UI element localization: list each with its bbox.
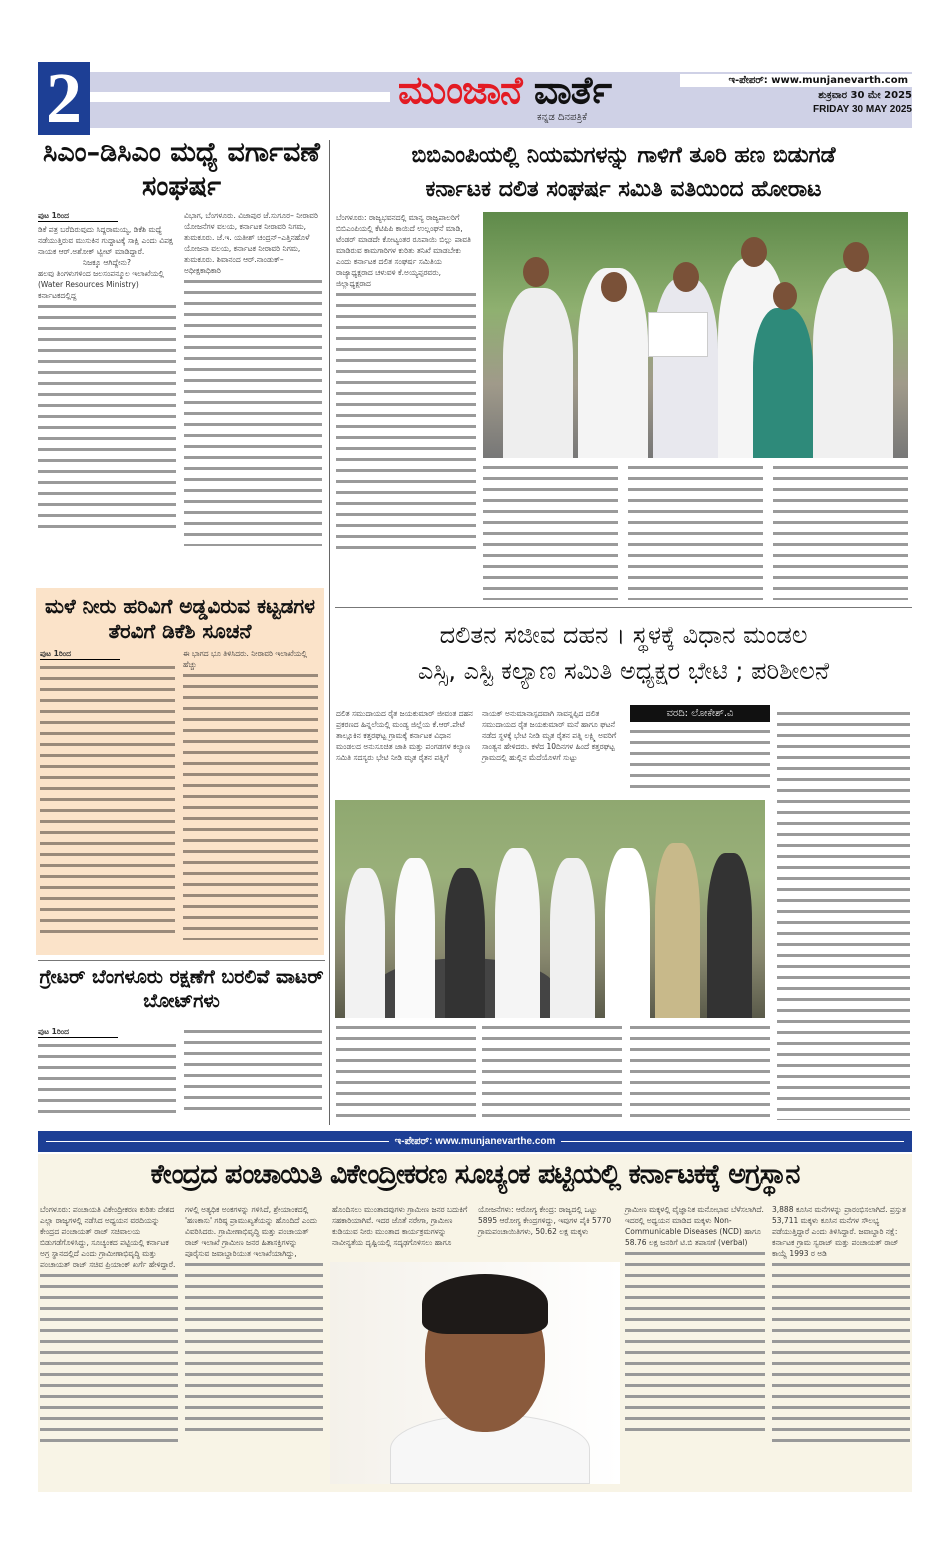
minister-portrait bbox=[330, 1262, 620, 1484]
article-text-lines bbox=[40, 1270, 178, 1450]
article-panchayat-col1 bbox=[40, 1204, 178, 1450]
article-text-lines bbox=[185, 1259, 323, 1439]
masthead-stripe bbox=[90, 92, 390, 102]
memorandum-paper bbox=[648, 312, 708, 357]
epaper-link[interactable]: ಇ-ಪೇಪರ್: www.munjanevarth.com bbox=[680, 74, 912, 87]
article-dalit-col1: ದಲಿತ ಸಮುದಾಯದ ರೈತ ಜಯಕುಮಾರ್ ಜೀವಂತ ದಹನ ಪ್ರಕರಣದ ಹಿನ್ನಲೆಯಲ್ಲಿ ಮಂಡ್ಯ ಜಿಲ್ಲೆಯ ಕೆ.ಆರ್.ಪೇಟೆ ತಾಲ್ಲೂಕಿನ ಕತ್ತರಘಟ್ಟ ಗ್ರಾಮಕ್ಕೆ ಕರ್ನಾಟಕ ವಿಧಾನ ಮಂಡಲದ ಅನುಸೂಚಿತ ಜಾತಿ ಮತ್ತು ಪಂಗಡಗಳ ಕಲ್ಯಾಣ ಸಮಿತಿ ಸದಸ್ಯರು ಭೇಟಿ ನೀಡಿ ಮೃತ ರೈತನ ಪತ್ನಿಗೆ bbox=[336, 709, 473, 762]
article-text: ಡಿಕೆ ಪತ್ರ ಬರೆದಿರುವುದು ಸಿದ್ದರಾಮಯ್ಯ, ಡಿಕೆಶಿ ಮಧ್ಯೆ ನಡೆಯುತ್ತಿರುವ ಮುಸುಕಿನ ಗುದ್ದಾಟಕ್ಕೆ ಸಾಕ್ಷಿ ಎಂದು ವಿಪಕ್ಷ ನಾಯಕ ಆರ್.ಅಶೋಕ್ ಟ್ವೀಟ್ ಮಾಡಿದ್ದಾರೆ. bbox=[38, 225, 173, 256]
article-text: 3,888 ಕೂಸಿನ ಮನೆಗಳನ್ನು ಪ್ರಾರಂಭಿಸಲಾಗಿದೆ. ಪ್ರಸ್ತುತ 53,711 ಮಕ್ಕಳು ಕೂಸಿನ ಮನೆಗಳ ಸೌಲಭ್ಯ ಪಡೆಯುತ್ತಿದ್ದಾರೆ ಎಂದು ತಿಳಿಸಿದ್ದಾರೆ. ಜವಾಬ್ದಾರಿ ನಕ್ಷೆ: ಕರ್ನಾಟಕ ಗ್ರಾಮ ಸ್ವರಾಜ್ ಮತ್ತು ಪಂಚಾಯತ್ ರಾಜ್ ಕಾಯ್ದೆ 1993 ರ ಅಡಿ bbox=[772, 1205, 906, 1258]
article-panchayat-col4: ಯೋಜನೆಗಳು: ಆರೋಗ್ಯ ಕೇಂದ್ರ: ರಾಜ್ಯದಲ್ಲಿ ಒಟ್ಟು 5895 ಆರೋಗ್ಯ ಕೇಂದ್ರಗಳಿದ್ದು, ಇವುಗಳ ಪೈಕಿ 5770 ಗ್ರಾಮಪಂಚಾಯಿತಿಗಳು, 50.62 ಲಕ್ಷ ಮಕ್ಕಳು bbox=[478, 1205, 612, 1236]
headline-bbmp-line2: ಕರ್ನಾಟಕ ದಲಿತ ಸಂಘರ್ಷ ಸಮಿತಿ ವತಿಯಿಂದ ಹೋರಾಟ bbox=[425, 177, 822, 202]
article-text: ಬೆಂಗಳೂರು: ಪಂಚಾಯತಿ ವಿಕೇಂದ್ರೀಕರಣ ಕುರಿತು ದೇಶದ ಎಲ್ಲಾ ರಾಜ್ಯಗಳಲ್ಲಿ ನಡೆಸಿದ ಅಧ್ಯಯನ ವರದಿಯನ್ನು ಕೇಂದ್ರದ ಪಂಚಾಯತ್ ರಾಜ್ ಸಚಿವಾಲಯ ಬಿಡುಗಡೆಗೊಳಿಸಿದ್ದು, ಸೂಚ್ಯಂಕದ ಪಟ್ಟಿಯಲ್ಲಿ ಕರ್ನಾಟಕ ಅಗ್ರ ಸ್ಥಾನದಲ್ಲಿದೆ ಎಂದು ಗ್ರಾಮೀಣಾಭಿವೃದ್ಧಿ ಮತ್ತು ಪಂಚಾಯತ್ ರಾಜ್ ಸಚಿವ ಪ್ರಿಯಾಂಕ್ ಖರ್ಗೆ ಹೇಳಿದ್ದಾರೆ. bbox=[40, 1205, 176, 1269]
article-text-lines bbox=[38, 301, 176, 531]
continued-label: ಪುಟ 1ರಿಂದ bbox=[38, 1026, 118, 1038]
page-number: 2 bbox=[38, 62, 90, 135]
article-text: ಗಳಲ್ಲಿ ಅತ್ಯಧಿಕ ಅಂಕಗಳನ್ನು ಗಳಿಸಿದೆ, ಶ್ರೇಯಾಂಕದಲ್ಲಿ 'ಹಣಕಾಸು' ಗರಿಷ್ಠ ಪ್ರಾಮುಖ್ಯತೆಯನ್ನು ಹೊಂದಿದೆ ಎಂದು ವಿವರಿಸಿದರು. ಗ್ರಾಮೀಣಾಭಿವೃದ್ಧಿ ಮತ್ತು ಪಂಚಾಯತ್ ರಾಜ್ ಇಲಾಖೆ ಗ್ರಾಮೀಣ ಜನರ ಹಿತಾಸಕ್ತಿಗಳನ್ನು ಪೂರೈಸುವ ಜವಾಬ್ದಾರಿಯುತ ಇಲಾಖೆಯಾಗಿದ್ದು, bbox=[185, 1205, 318, 1258]
article-bbmp-col1 bbox=[336, 212, 476, 551]
article-panchayat-col5 bbox=[625, 1204, 765, 1438]
article-dalit-col3 bbox=[630, 726, 770, 796]
headline-cm-dcm: ಸಿಎಂ–ಡಿಸಿಎಂ ಮಧ್ಯೆ ವರ್ಗಾವಣೆ ಸಂಘರ್ಷ bbox=[43, 137, 320, 202]
rain-article-box bbox=[36, 588, 324, 955]
masthead-part2: ವಾರ್ತೆ bbox=[533, 68, 612, 112]
tagline: ಕನ್ನಡ ದಿನಪತ್ರಿಕೆ bbox=[537, 112, 588, 123]
article-text-lines bbox=[625, 1248, 765, 1438]
article-text-lines bbox=[336, 289, 476, 551]
continued-label: ಪುಟ 1ರಿಂದ bbox=[40, 648, 120, 660]
date-english: FRIDAY 30 MAY 2025 bbox=[813, 104, 912, 115]
continued-label: ಪುಟ 1ರಿಂದ bbox=[38, 210, 118, 222]
headline-rain: ಮಳೆ ನೀರು ಹರಿವಿಗೆ ಅಡ್ಡವಿರುವ ಕಟ್ಟಡಗಳ ತೆರವಿಗೆ ಡಿಕೆಶಿ ಸೂಚನೆ bbox=[44, 594, 316, 643]
article-panchayat-col3: ಹೊಂದಿಸಲು ಮುಂತಾದವುಗಳು ಗ್ರಾಮೀಣ ಜನರ ಬದುಕಿಗೆ ಸಹಕಾರಿಯಾಗಿವೆ. ಇದರ ಜೊತೆ ನರೇಗಾ, ಗ್ರಾಮೀಣ ಕುಡಿಯುವ ನೀರು ಮುಂತಾದ ಕಾರ್ಯಕ್ರಮಗಳನ್ನು ನಾವೀನ್ಯತೆಯ ದೃಷ್ಟಿಯಲ್ಲಿ ಸದೃಢಗೊಳಿಸಲು ಹಾಗೂ bbox=[332, 1205, 468, 1247]
article-bbmp-col2 bbox=[483, 462, 618, 600]
article-text-lines bbox=[40, 662, 175, 937]
divider bbox=[335, 607, 912, 608]
article-text-lines bbox=[183, 670, 318, 940]
article-dalit-col5 bbox=[336, 1022, 476, 1120]
protest-photo bbox=[483, 212, 908, 458]
article-dalit-col2: ನಾಯಕ್ ಅನುಮಾನಾಸ್ಪದವಾಗಿ ಸಾವನ್ನಪ್ಪಿದ ದಲಿತ ಸಮುದಾಯದ ರೈತ ಜಯಕುಮಾರ್ ಮನೆ ಹಾಗೂ ಘಟನೆ ನಡೆದ ಸ್ಥಳಕ್ಕೆ ಭೇಟಿ ನೀಡಿ ಮೃತ ರೈತನ ಪತ್ನಿ ಲಕ್ಷ್ಮಿ ಅವರಿಗೆ ಸಾಂತ್ವನ ಹೇಳಿದರು. ಕಳೆದ 10ದಿನಗಳ ಹಿಂದೆ ಕತ್ತರಘಟ್ಟ ಗ್ರಾಮದಲ್ಲಿ ಹುಲ್ಲಿನ ಮೆದೆಯೊಳಗೆ ಸುಟ್ಟು bbox=[482, 709, 617, 762]
site-visit-photo bbox=[335, 800, 765, 1018]
article-text-lines bbox=[184, 276, 322, 546]
article-text-lines bbox=[772, 1259, 910, 1449]
article-dalit-col6 bbox=[482, 1022, 622, 1120]
article-bbmp-col4 bbox=[773, 462, 908, 600]
article-text: ಹಲವು ತಿಂಗಳುಗಳಿಂದ ಜಲಸಂಪನ್ಮೂಲ ಇಲಾಖೆಯಲ್ಲಿ (Water Resources Ministry) ಕರ್ನಾಟಕದಲ್ಲಿದ್ದ bbox=[38, 269, 164, 300]
masthead-logo bbox=[398, 68, 611, 113]
article-dalit-col7 bbox=[630, 1022, 770, 1120]
article-text-lines bbox=[38, 1040, 176, 1120]
article-text: ಬೆಂಗಳೂರು: ರಾಜ್ಯಭವನದಲ್ಲಿ ಮಾನ್ಯ ರಾಜ್ಯಪಾಲರಿಗೆ ಬಿಬಿಎಂಪಿಯಲ್ಲಿ ಕೆಟಿಪಿಪಿ ಕಾಯಿದೆ ಉಲ್ಲಂಘನೆ ಮಾಡಿ, ಟೆಂಡರ್ ಮಾಡದೇ ಕೋಟ್ಯಂತರ ರೂಪಾಯಿ ಬಿಲ್ಲು ಪಾವತಿ ಮಾಡಿರುವ ಕಾಮಗಾರಿಗಳ ಕುರಿತು ತನಿಖೆ ಮಾಡಬೇಕು ಎಂದು ಕರ್ನಾಟಕ ದಲಿತ ಸಂಘರ್ಷ ಸಮಿತಿಯ ರಾಜ್ಯಾಧ್ಯಕ್ಷರಾದ ಚಳುವಳಿ ಕೆ.ಅಯ್ಯಪ್ಪರವರು, ಜಿಲ್ಲಾಧ್ಯಕ್ಷರಾದ bbox=[336, 213, 471, 288]
epaper-strip-link[interactable]: ಇ-ಪೇಪರ್: www.munjanevarthe.com bbox=[394, 1136, 556, 1147]
date-kannada: ಶುಕ್ರವಾರ 30 ಮೇ 2025 bbox=[818, 90, 912, 101]
article-cm-dcm-col2 bbox=[184, 210, 322, 578]
article-text: ವಿಭಾಗ, ಬೆಂಗಳೂರು. ವಿಜಾಪುರ ಜೆ.ಸುಗೂರ– ನೀರಾವರಿ ಯೋಜನೆಗಳ ವಲಯ, ಕರ್ನಾಟಕ ನೀರಾವರಿ ನಿಗಮ, ತುಮಕೂರು. ಜೆ.ಇ. ಯತೀಶ್ ಚಂದ್ರನ್–ಎತ್ತಿನಹೊಳೆ ಯೋಜನಾ ವಲಯ, ಕರ್ನಾಟಕ ನೀರಾವರಿ ನಿಗಮ, ತುಮಕೂರು. ಶಿವಾನಂದ ಆರ್.ನಾಂಡುಕ್– ಅಧೀಕ್ಷಕಾಧಿಕಾರಿ bbox=[184, 211, 318, 275]
article-cm-dcm-col1 bbox=[38, 210, 176, 578]
headline-bbmp-line1: ಬಿಬಿಎಂಪಿಯಲ್ಲಿ ನಿಯಮಗಳನ್ನು ಗಾಳಿಗೆ ತೂರಿ ಹಣ ಬಿಡುಗಡೆ bbox=[411, 143, 836, 168]
article-dalit-col4 bbox=[777, 708, 910, 1120]
article-panchayat-col6 bbox=[772, 1204, 910, 1449]
headline-water-boats: ಗ್ರೇಟರ್ ಬೆಂಗಳೂರು ರಕ್ಷಣೆಗೆ ಬರಲಿವೆ ವಾಟರ್ ಬೋಟ್‌ಗಳು bbox=[39, 966, 324, 1012]
byline: ವರದಿ: ಲೋಕೇಶ್.ವಿ bbox=[630, 705, 770, 722]
headline-panchayat: ಕೇಂದ್ರದ ಪಂಚಾಯಿತಿ ವಿಕೇಂದ್ರೀಕರಣ ಸೂಚ್ಯಂಕ ಪಟ್ಟಿಯಲ್ಲಿ ಕರ್ನಾಟಕಕ್ಕೆ ಅಗ್ರಸ್ಥಾನ bbox=[150, 1159, 800, 1190]
article-bbmp-col3 bbox=[628, 462, 763, 600]
headline-dalit-line1: ದಲಿತನ ಸಜೀವ ದಹನ । ಸ್ಥಳಕ್ಕೆ ವಿಧಾನ ಮಂಡಲ bbox=[439, 621, 808, 649]
epaper-strip bbox=[38, 1131, 912, 1152]
masthead-part1: ಮುಂಜಾನೆ bbox=[398, 68, 522, 112]
column-divider bbox=[329, 140, 330, 1125]
article-water-boats-col1 bbox=[38, 1026, 176, 1120]
article-water-boats-col2 bbox=[184, 1026, 322, 1118]
divider bbox=[38, 960, 325, 961]
article-panchayat-col2 bbox=[185, 1204, 323, 1439]
subhead: ನಿಜಕ್ಕೂ ಆಗಿದ್ದೇನು? bbox=[82, 258, 132, 267]
article-text: ಗ್ರಾಮೀಣ ಮಕ್ಕಳಲ್ಲಿ ವೈಜ್ಞಾನಿಕ ಮನೋಭಾವ ಬೆಳೆಸಲಾಗಿದೆ. ಇದರಲ್ಲಿ ಅಧ್ಯಯನ ಮಾಡಿದ ಮಕ್ಕಳು Non-Communicable Diseases (NCD) ಹಾಗೂ 58.76 ಲಕ್ಷ ಜನರಿಗೆ ಟಿ.ಬಿ ತಪಾಸಣೆ (verbal) bbox=[625, 1205, 764, 1247]
headline-dalit-line2: ಎಸ್ಸಿ, ಎಸ್ಟಿ ಕಲ್ಯಾಣ ಸಮಿತಿ ಅಧ್ಯಕ್ಷರ ಭೇಟಿ ; ಪರಿಶೀಲನೆ bbox=[417, 657, 830, 685]
article-text: ಈ ಭಾಗದ ಭೂ ತಿಳಿಸಿದರು. ನೀರಾವರಿ ಇಲಾಖೆಯಲ್ಲಿ ಹೆಚ್ಚು bbox=[183, 649, 307, 669]
